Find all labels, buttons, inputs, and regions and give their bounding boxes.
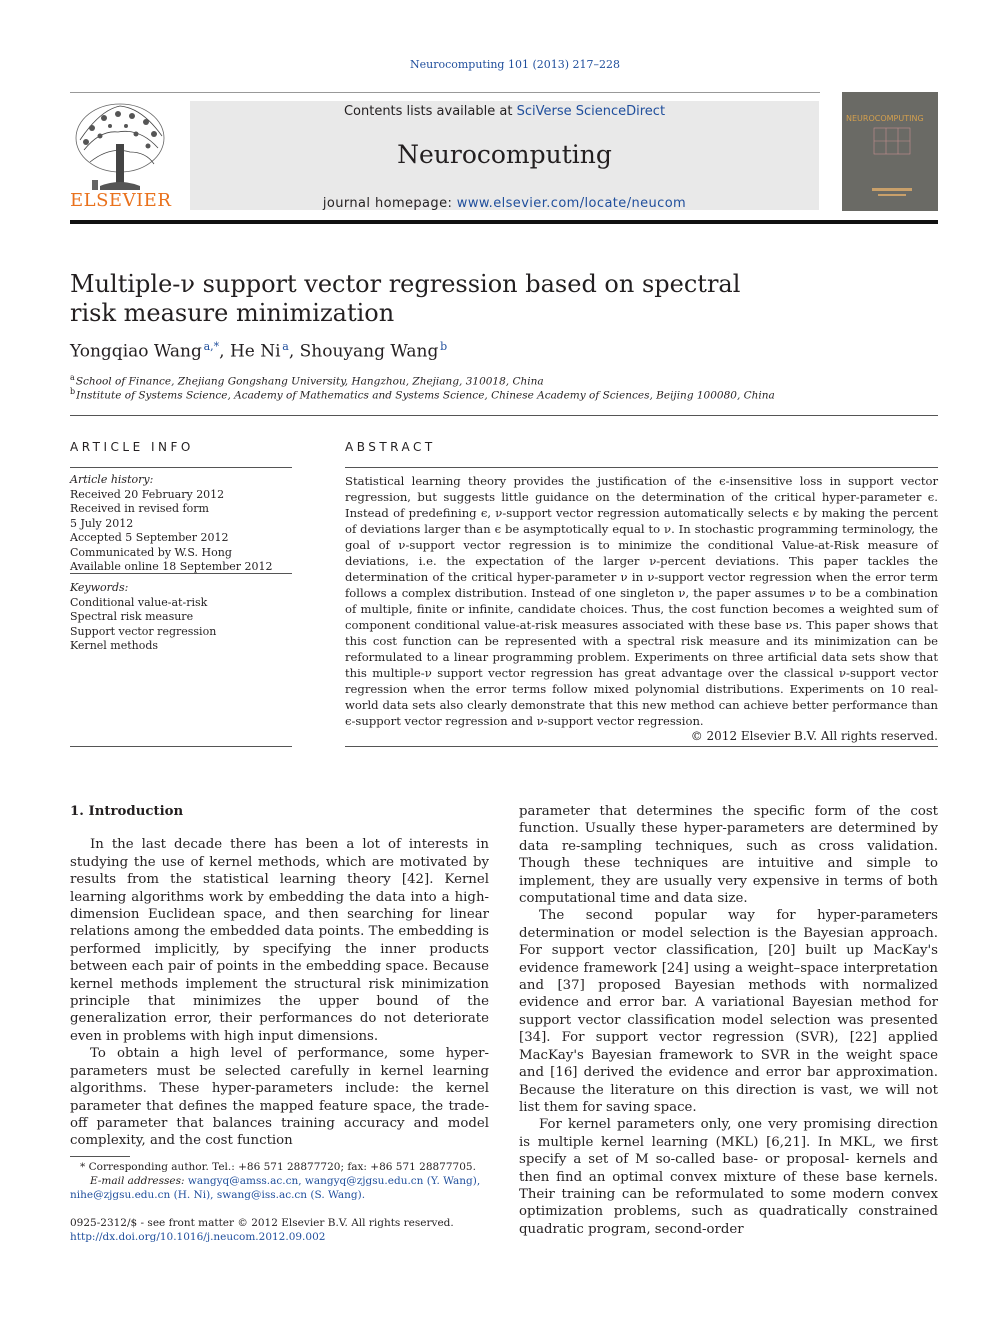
paragraph: parameter that determines the specific form of the cost function. Usually these hyper-parameters are determined by data re-sampling techniques, such as cross validation. Though these techniques are intuitive and simple to implement, they are usually very expensive in terms of both computational time and data size.: [519, 804, 938, 907]
article-history: Article history: Received 20 February 2012 Received in revised form 5 July 2012 Accepted 5 September 2012 Communicated by W.S. Hong Available online 18 September 2012: [70, 473, 292, 575]
author-name: Yongqiao Wang: [70, 341, 202, 362]
abstract-heading: ABSTRACT: [345, 440, 436, 454]
history-item: Available online 18 September 2012: [70, 560, 273, 573]
keyword-item: Conditional value-at-risk: [70, 595, 208, 609]
author-affil-mark[interactable]: b: [440, 340, 448, 353]
keyword-item: Kernel methods: [70, 639, 159, 652]
affiliation: $^b$ Institute of Systems Science, Academy of Mathematics and Systems Science, Chinese Academy of Sciences, Beijing 100080, China: [70, 387, 775, 402]
abstract-text: Statistical learning theory provides the justification of the ϵ-insensitive loss in support vector regression, but suggests little guidance on the determination of the critical hyper-parameter ϵ. Instead of predefining ϵ, ν-support vector regression automatically selects ϵ by making the percent of deviations larger than ϵ be asymptotically equal to ν. In stochastic programming terminology, the goal of ν-support vector regression is to minimize the conditional Value-at-Risk measure of deviations, i.e. the expectation of the larger ν-percent deviations. This paper tackles the determination of the critical hyper-parameter ν in ν-support vector regression when the error term follows a complex distribution. Instead of one singleton ν, the paper assumes ν to be a combination of multiple, finite or infinite, candidate choices. Thus, the cost function becomes a weighted sum of component conditional value-at-risk measures associated with these base νs. This paper shows that this cost function can be represented with a spectral risk measure and its minimization can be reformulated to a linear programming problem. Experiments on three artificial data sets show that this multiple-ν support vector regression has great advantage over the classical ν-support vector regression when the error terms follow mixed polynomial distributions. Experiments on 10 real-world data sets also clearly demonstrate that this new method can achieve better performance than ϵ-support vector regression and ν-support vector regression.: [345, 474, 938, 728]
contents-line: Contents lists available at SciVerse ScienceDirect: [343, 104, 666, 119]
sciencedirect-link[interactable]: SciVerse ScienceDirect: [516, 104, 666, 119]
header-thick-rule: [70, 220, 938, 224]
copyright: © 2012 Elsevier B.V. All rights reserved.: [690, 729, 938, 743]
header-top-rule: [70, 92, 820, 93]
article-info-rule: [70, 467, 292, 468]
paragraph: The second popular way for hyper-parameters determination or model selection is the Bayesian approach. For support vector classification, [20] built up MacKay's evidence framework [24] using a weight–space interpretation and [37] proposed Bayesian methods with normalized evidence and error bar. A variational Bayesian method for support vector classification model selection was presented [34]. For support vector regression (SVR), [22] applied MacKay's Bayesian framework to SVR in the weight space and [16] derived the evidence and error bar approximation. Because the literature on this direction is vast, we will not list them for saving space.: [519, 908, 938, 1115]
author-affil-mark[interactable]: a,*: [203, 340, 220, 353]
abstract-rule: [345, 467, 938, 468]
journal-cover: [842, 92, 938, 211]
article-info-bottom-rule: [70, 746, 292, 747]
issn-line: 0925-2312/$ - see front matter © 2012 Elsevier B.V. All rights reserved.: [70, 1217, 454, 1229]
section-heading: 1. Introduction: [70, 804, 184, 819]
history-item: Received in revised form: [70, 502, 209, 515]
author-name: Shouyang Wang: [299, 341, 439, 362]
author-affil-mark[interactable]: a: [282, 340, 289, 353]
cover-stripe-2: [878, 194, 906, 196]
keywords: Keywords: Conditional value-at-risk Spectral risk measure Support vector regression Kernel methods: [70, 581, 292, 654]
history-item: Communicated by W.S. Hong: [70, 545, 232, 559]
homepage-line: journal homepage: www.elsevier.com/locate/neucom: [322, 196, 687, 211]
author-list: Yongqiao Wang $^{a,*}$, He Ni $^a$, Shouyang Wang $^b$: [70, 340, 448, 362]
body-left-column: [70, 803, 489, 1150]
journal-citation[interactable]: Neurocomputing 101 (2013) 217–228: [409, 58, 621, 71]
paragraph: For kernel parameters only, one very promising direction is multiple kernel learning (MKL) [6,21]. In MKL, we first specify a set of M so-called base- or proposal- kernels and then find an optimal convex mixture of these base kernels. Their training can be reformulated to some modern convex optimization problems, such as quadratically constrained quadratic program, second-order: [519, 1117, 938, 1237]
article-info-heading: ARTICLE INFO: [70, 440, 194, 454]
history-item: Accepted 5 September 2012: [70, 531, 229, 544]
affiliation: $^a$ School of Finance, Zhejiang Gongshang University, Hangzhou, Zhejiang, 310018, China: [70, 373, 544, 388]
homepage-link[interactable]: www.elsevier.com/locate/neucom: [456, 196, 687, 211]
email-links[interactable]: wangyq@amss.ac.cn, wangyq@zjgsu.edu.cn (Y. Wang),: [187, 1175, 481, 1187]
paragraph: To obtain a high level of performance, some hyper-parameters must be selected carefully in kernel learning algorithms. These hyper-parameters include: the kernel parameter that defines the mapped feature space, the trade-off parameter that balances training accuracy and model complexity, and the cost function: [70, 1046, 489, 1149]
body-right-column: [519, 803, 938, 1238]
history-item: 5 July 2012: [70, 516, 134, 530]
title-separator: [70, 415, 938, 416]
article-title: Multiple-ν support vector regression based on spectral risk measure minimization: [70, 270, 741, 327]
history-item: Received 20 February 2012: [70, 487, 225, 501]
elsevier-logo: [70, 100, 170, 212]
keyword-item: Spectral risk measure: [70, 610, 194, 623]
doi-link[interactable]: http://dx.doi.org/10.1016/j.neucom.2012.09.002: [70, 1231, 326, 1243]
paragraph: In the last decade there has been a lot of interests in studying the use of kernel methods, which are motivated by results from the statistical learning theory [42]. Kernel learning algorithms work by embedding the data into a high-dimension Euclidean space, and then searching for linear relations among the embedded data points. The embedding is performed implicitly, by specifying the inner products between each pair of points in the embedding space. Because kernel methods implement the structural risk minimization principle that minimizes the upper bound of the generalization error, their performances do not deteriorate even in problems with high input dimensions.: [70, 837, 489, 1044]
email-line: E-mail addresses: wangyq@amss.ac.cn, wangyq@zjgsu.edu.cn (Y. Wang),: [90, 1175, 481, 1187]
cover-grid-icon: [872, 126, 912, 156]
keywords-rule: [70, 573, 292, 574]
footnotes: [70, 1160, 490, 1202]
footnote-rule: [70, 1156, 130, 1157]
keyword-item: Support vector regression: [70, 624, 217, 638]
corresponding-author-note: * Corresponding author. Tel.: +86 571 28877720; fax: +86 571 28877705.: [80, 1161, 476, 1173]
author-name: He Ni: [229, 341, 281, 362]
cover-title: NEUROCOMPUTING: [846, 114, 924, 123]
journal-name: Neurocomputing: [397, 140, 612, 169]
cover-stripe: [872, 188, 912, 191]
publisher-wordmark: ELSEVIER: [70, 190, 172, 211]
abstract-bottom-rule: [345, 746, 938, 747]
email-links[interactable]: nihe@zjgsu.edu.cn (H. Ni), swang@iss.ac.cn (S. Wang).: [70, 1189, 366, 1201]
